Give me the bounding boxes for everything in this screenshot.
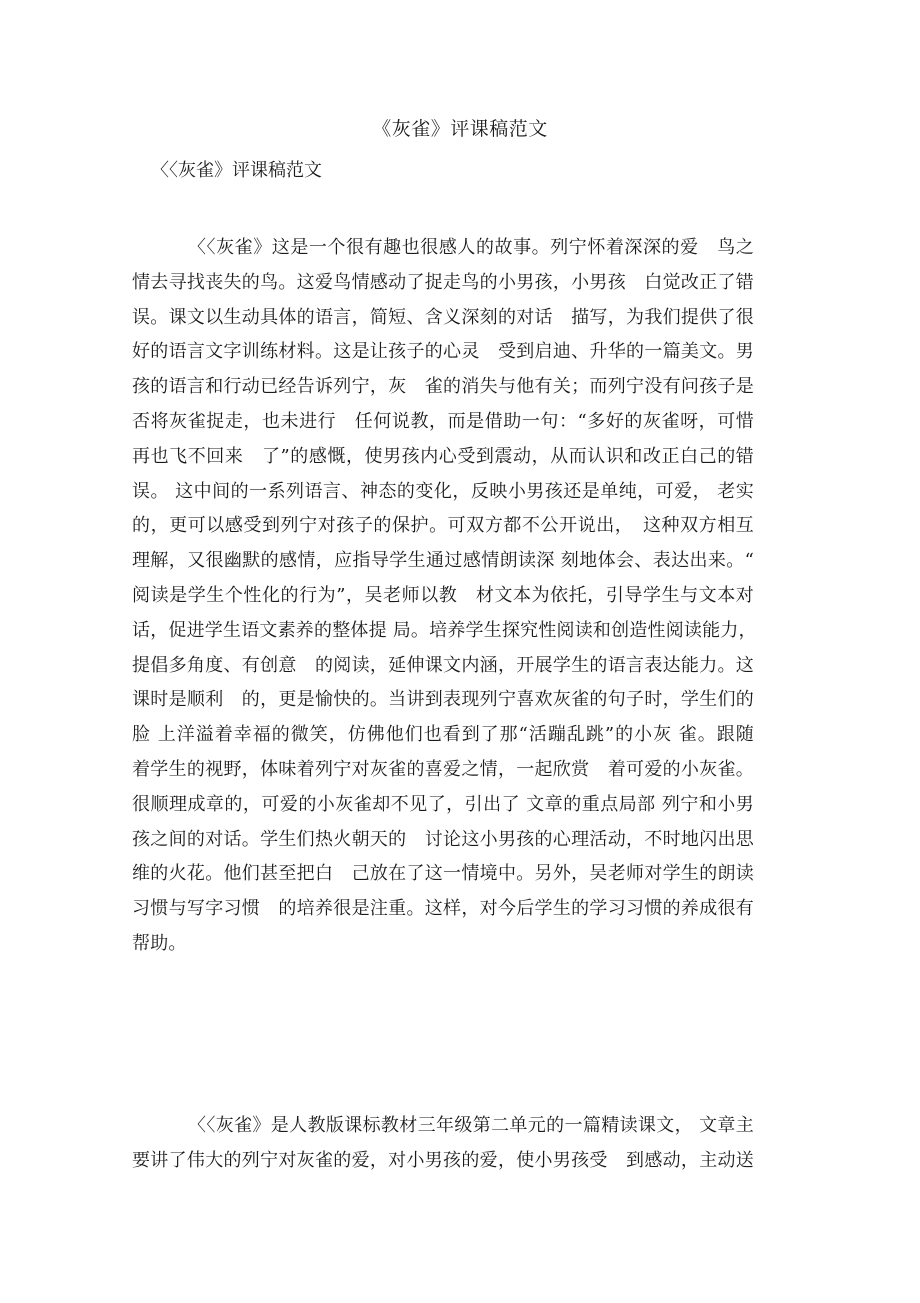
paragraph-line: 好的语言文字训练材料。这是让孩子的心灵 受到启迪、升华的一篇美文。男 bbox=[132, 341, 754, 363]
paragraph-line: 孩之间的对话。学生们热火朝天的 讨论这小男孩的心理活动，不时地闪出思 bbox=[132, 828, 754, 850]
paragraph-line: 情去寻找丧失的鸟。这爱鸟情感动了捉走鸟的小男孩，小男孩 白觉改正了错 bbox=[132, 271, 754, 293]
paragraph-line: 孩的语言和行动已经告诉列宁，灰 雀的消失与他有关；而列宁没有问孩子是 bbox=[132, 376, 754, 398]
paragraph-line: 的，更可以感受到列宁对孩子的保护。可双方都不公开说出， 这种双方相互 bbox=[132, 515, 754, 537]
paragraph-line: 误。 这中间的一系列语言、神态的变化，反映小男孩还是单纯，可爱， 老实 bbox=[132, 480, 754, 502]
paragraph-line: 课时是顺利 的，更是愉快的。当讲到表现列宁喜欢灰雀的句子时，学生们的 bbox=[132, 689, 754, 711]
document-title: 《灰雀》评课稿范文 bbox=[372, 118, 548, 140]
paragraph-line: 要讲了伟大的列宁对灰雀的爱，对小男孩的爱，使小男孩受 到感动，主动送 bbox=[132, 1149, 754, 1171]
paragraph-line: 〈〈灰雀》是人教版课标教材三年级第二单元的一篇精读课文， 文章主 bbox=[188, 1115, 754, 1136]
paragraph-line: 着学生的视野，体味着列宁对灰雀的喜爱之情，一起欣赏 着可爱的小灰雀。 bbox=[132, 758, 754, 780]
paragraph-line: 话，促进学生语文素养的整体提 局。培养学生探究性阅读和创造性阅读能力， bbox=[132, 619, 757, 641]
paragraph-line: 很顺理成章的，可爱的小灰雀却不见了，引出了 文章的重点局部 列宁和小男 bbox=[132, 793, 754, 815]
paragraph-1 bbox=[132, 231, 757, 962]
paragraph-2 bbox=[132, 1109, 754, 1179]
paragraph-line: 习惯与写字习惯 的培养很是注重。这样，对今后学生的学习习惯的养成很有 bbox=[132, 898, 754, 920]
paragraph-line: 提倡多角度、有创意 的阅读，延伸课文内涵，开展学生的语言表达能力。这 bbox=[132, 654, 754, 676]
paragraph-line: 〈〈灰雀》这是一个很有趣也很感人的故事。列宁怀着深深的爱 鸟之 bbox=[188, 237, 754, 258]
paragraph-line: 再也飞不回来 了”的感慨，使男孩内心受到震动，从而认识和改正白己的错 bbox=[132, 445, 754, 467]
paragraph-line: 帮助。 bbox=[132, 932, 187, 954]
paragraph-line: 误。课文以生动具体的语言，简短、含义深刻的对话 描写，为我们提供了很 bbox=[132, 306, 754, 328]
paragraph-line: 理解，又很幽默的感情，应指导学生通过感情朗读深 刻地体会、表达出来。“ bbox=[132, 550, 754, 572]
paragraph-line: 阅读是学生个性化的行为”，吴老师以教 材文本为依托，引导学生与文本对 bbox=[132, 584, 754, 606]
document-subtitle: 〈〈灰雀》评课稿范文 bbox=[151, 160, 322, 181]
paragraph-line: 否将灰雀捉走，也未进行 任何说教，而是借助一句：“多好的灰雀呀，可惜 bbox=[132, 410, 754, 432]
paragraph-line: 维的火花。他们甚至把白 己放在了这一情境中。另外，吴老师对学生的朗读 bbox=[132, 863, 754, 885]
paragraph-line: 脸 上洋溢着幸福的微笑，仿佛他们也看到了那“活蹦乱跳”的小灰 雀。跟随 bbox=[132, 724, 754, 746]
